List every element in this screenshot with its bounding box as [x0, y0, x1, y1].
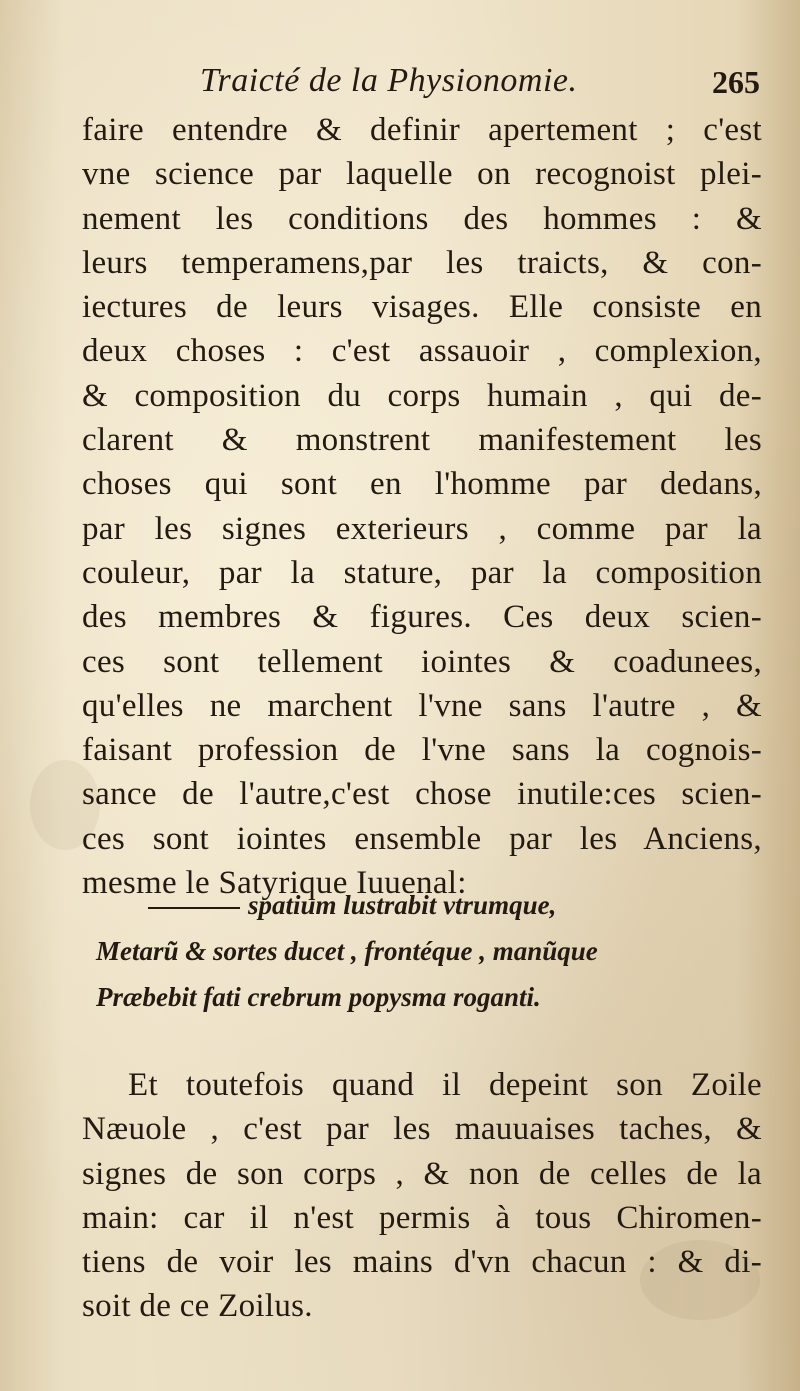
text-line: ces sont tellement iointes & coadunees,: [82, 643, 762, 680]
text-line: mesme le Satyrique Iuuenal:: [82, 865, 467, 902]
running-title: Traicté de la Physionomie.: [200, 62, 578, 99]
page-header: [200, 62, 760, 106]
text-line: nement les conditions des hommes : &: [82, 200, 762, 237]
quote-line-text: spatium lustrabit vtrumque,: [248, 890, 557, 920]
text-line: main: car il n'est permis à tous Chiromen-: [82, 1199, 762, 1236]
quote-line: Metarũ & sortes ducet , frontéque , manũque: [96, 936, 598, 966]
text-line: leurs temperamens,par les traicts, & con-: [82, 244, 762, 281]
text-line: deux choses : c'est assauoir , complexion,: [82, 333, 762, 370]
text-line: soit de ce Zoilus.: [82, 1288, 313, 1325]
text-line: par les signes exterieurs , comme par la: [82, 510, 762, 547]
second-paragraph: [82, 1063, 762, 1329]
quote-dash: [148, 907, 240, 909]
text-line: faire entendre & definir apertement ; c'est: [82, 112, 762, 148]
quote-line: [82, 882, 762, 928]
text-line: clarent & monstrent manifestement les: [82, 422, 762, 459]
text-line: signes de son corps , & non de celles de la: [82, 1155, 762, 1192]
text-line: Et toutefois quand il depeint son Zoile: [128, 1067, 762, 1103]
latin-quotation: [82, 882, 762, 1020]
text-line: des membres & figures. Ces deux scien-: [82, 599, 762, 636]
text-line: couleur, par la stature, par la composition: [82, 554, 762, 591]
text-line: iectures de leurs visages. Elle consiste en: [82, 289, 762, 326]
text-line: choses qui sont en l'homme par dedans,: [82, 466, 762, 503]
page-number: 265: [712, 64, 760, 100]
main-paragraph: [82, 108, 762, 905]
text-line: vne science par laquelle on recognoist plei-: [82, 156, 762, 193]
text-line: Næuole , c'est par les mauuaises taches, &: [82, 1111, 762, 1148]
text-line: tiens de voir les mains d'vn chacun : & di-: [82, 1244, 762, 1281]
text-line: qu'elles ne marchent l'vne sans l'autre , &: [82, 687, 762, 724]
quote-line: Præbebit fati crebrum popysma roganti.: [96, 982, 541, 1012]
text-line: & composition du corps humain , qui de-: [82, 377, 762, 414]
text-line: ces sont iointes ensemble par les Anciens,: [82, 820, 762, 857]
text-line: faisant profession de l'vne sans la cognois-: [82, 732, 762, 769]
text-line: sance de l'autre,c'est chose inutile:ces scien-: [82, 776, 762, 813]
